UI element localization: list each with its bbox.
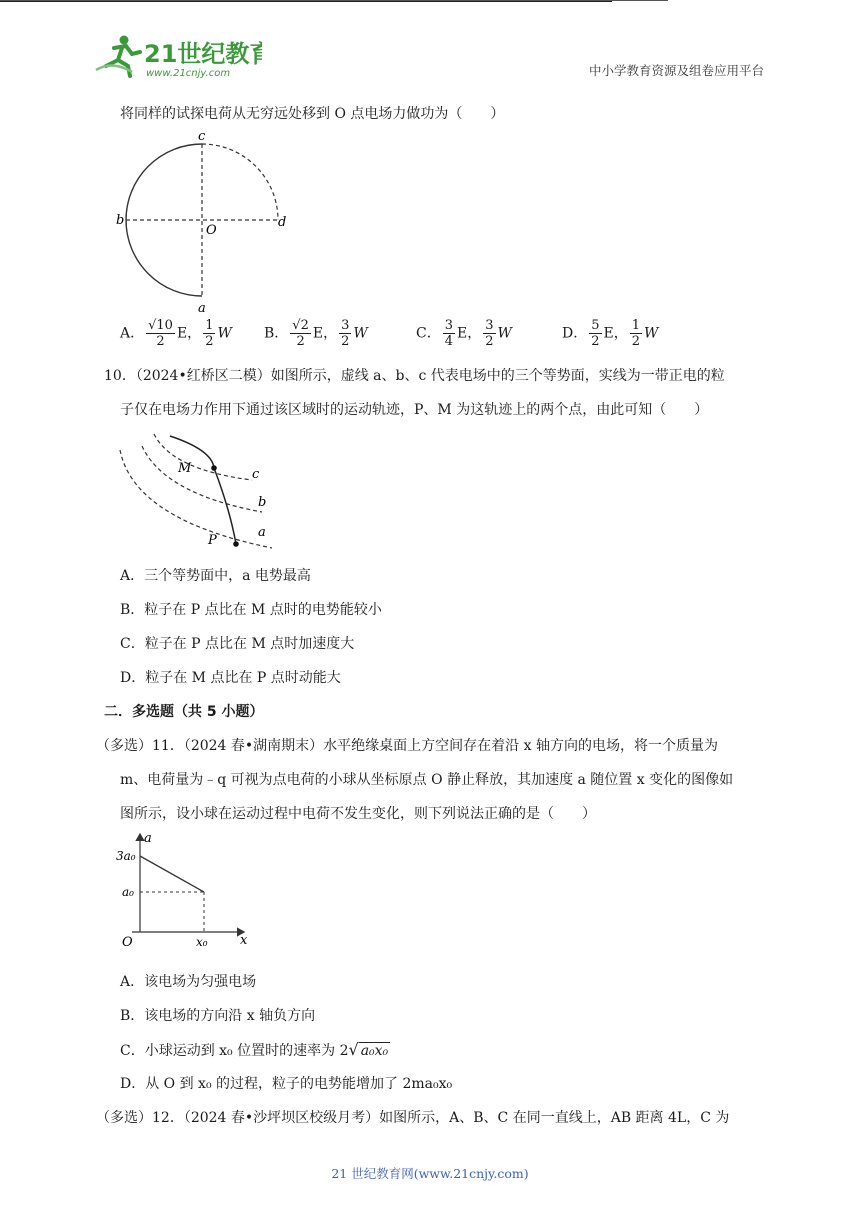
- q10-line1: 10．（2024•红桥区二模）如图所示，虚线 a、b、c 代表电场中的三个等势面，实线为一带正电的粒: [104, 368, 725, 384]
- q12-line1: （多选）12．（2024 春•沙坪坝区校级月考）如图所示，A、B、C 在同一直线上，AB 距离 4L，C 为: [96, 1110, 730, 1126]
- fraction-2: [203, 318, 215, 349]
- fraction-2-num: 1: [631, 318, 641, 333]
- unit-1: E，: [603, 325, 628, 342]
- fraction-1: [589, 318, 601, 349]
- q10-option-c: C．粒子在 P 点比在 M 点时加速度大: [120, 636, 355, 652]
- origin-label: O: [122, 935, 133, 950]
- unit-2: W: [497, 325, 512, 342]
- q11-line1: （多选）11．（2024 春•湖南期末）水平绝缘桌面上方空间存在着沿 x 轴方向的电场，将一个质量为: [96, 738, 718, 754]
- label-c2: c: [252, 467, 260, 482]
- fraction-1-num: √10: [148, 318, 173, 333]
- fraction-2-den: 2: [205, 334, 214, 349]
- q10-trajectory-figure: [112, 430, 292, 555]
- q10-line2: 子仅在电场力作用下通过该区域时的运动轨迹，P、M 为这轨迹上的两个点，由此可知（ ）: [120, 402, 709, 418]
- fraction-2-den: 2: [485, 334, 494, 349]
- option-letter: C．: [416, 325, 441, 342]
- y-mid-label: a₀: [122, 885, 134, 899]
- runner-logo-icon: [92, 30, 262, 82]
- unit-1: E，: [312, 325, 338, 342]
- y-axis-label: a: [144, 831, 152, 846]
- fraction-2-num: 3: [341, 318, 350, 333]
- fraction-1-den: 4: [444, 334, 453, 349]
- label-a: a: [198, 301, 206, 316]
- label-b2: b: [258, 495, 267, 510]
- fraction-1-den: 2: [591, 334, 600, 349]
- label-a2: a: [258, 525, 266, 540]
- fraction-1-num: 5: [591, 318, 600, 333]
- q11-option-c: [120, 1040, 390, 1061]
- q9-option-a: [120, 318, 232, 349]
- footer-divider: [0, 1, 612, 2]
- site-logo: [92, 30, 262, 82]
- fraction-2: [483, 318, 495, 349]
- q11-line3: 图所示，设小球在运动过程中电荷不发生变化，则下列说法正确的是（ ）: [120, 806, 596, 822]
- q10-option-d: D．粒子在 M 点比在 P 点时动能大: [120, 670, 341, 686]
- x-mark-label: x₀: [196, 935, 208, 949]
- q11-option-a: A．该电场为匀强电场: [120, 974, 257, 990]
- logo-url-text: www.21cnjy.com: [146, 68, 231, 79]
- q11-option-d: D．从 O 到 x₀ 的过程，粒子的电势能增加了 2ma₀x₀: [120, 1076, 453, 1092]
- q10-option-b: B．粒子在 P 点比在 M 点时的电势能较小: [120, 602, 382, 618]
- option-letter: B．: [264, 325, 289, 342]
- q11-option-c-text: C．小球运动到 x₀ 位置时的速率为 2: [120, 1043, 349, 1059]
- fraction-1-den: 2: [156, 334, 165, 349]
- fraction-1-num: √2: [292, 318, 309, 333]
- logo-main-text: 21世纪教育: [144, 40, 262, 68]
- unit-1: E，: [457, 325, 482, 342]
- q11-option-c-root: a₀x₀: [360, 1043, 389, 1059]
- fraction-2-den: 2: [341, 334, 350, 349]
- x-axis-label: x: [240, 933, 248, 948]
- label-b: b: [116, 213, 125, 228]
- fraction-1-den: 2: [296, 334, 305, 349]
- unit-2: W: [644, 325, 659, 342]
- section-title: 二．多选题（共 5 小题）: [104, 704, 264, 720]
- unit-2: W: [217, 325, 232, 342]
- fraction-2-num: 3: [485, 318, 494, 333]
- fraction-2: [630, 318, 642, 349]
- label-d: d: [278, 215, 287, 230]
- fraction-1-num: 3: [444, 318, 453, 333]
- q11-graph: [112, 828, 262, 952]
- q9-option-d: [562, 318, 658, 349]
- fraction-1: [290, 318, 311, 349]
- fraction-2-num: 1: [205, 318, 214, 333]
- q9-option-c: [416, 318, 512, 349]
- option-letter: A．: [120, 325, 145, 342]
- q9-circle-figure: [110, 128, 300, 318]
- option-letter: D．: [562, 325, 588, 342]
- q9-text: 将同样的试探电荷从无穷远处移到 O 点电场力做功为（ ）: [120, 106, 505, 122]
- unit-2: W: [353, 325, 368, 342]
- label-p: P: [208, 533, 217, 548]
- q11-line2: m、电荷量为﹣q 可视为点电荷的小球从坐标原点 O 静止释放，其加速度 a 随位置 x 变化的图像如: [120, 772, 734, 788]
- fraction-1: [146, 318, 175, 349]
- q11-option-b: B．该电场的方向沿 x 轴负方向: [120, 1008, 316, 1024]
- label-c: c: [198, 129, 206, 144]
- q10-option-a: A．三个等势面中，a 电势最高: [120, 568, 311, 584]
- q9-option-b: [264, 318, 368, 349]
- unit-1: E，: [176, 325, 202, 342]
- label-m: M: [178, 461, 192, 476]
- point-p: [233, 541, 239, 547]
- fraction-2: [339, 318, 351, 349]
- footer-link[interactable]: 21 世纪教育网(www.21cnjy.com): [331, 1166, 529, 1181]
- fraction-2-den: 2: [631, 334, 641, 349]
- point-m: [211, 465, 217, 471]
- sqrt-icon: √: [348, 1040, 359, 1059]
- label-o: O: [206, 223, 217, 238]
- platform-name: 中小学教育资源及组卷应用平台: [588, 63, 764, 78]
- y-top-label: 3a₀: [116, 849, 136, 863]
- fraction-1: [443, 318, 455, 349]
